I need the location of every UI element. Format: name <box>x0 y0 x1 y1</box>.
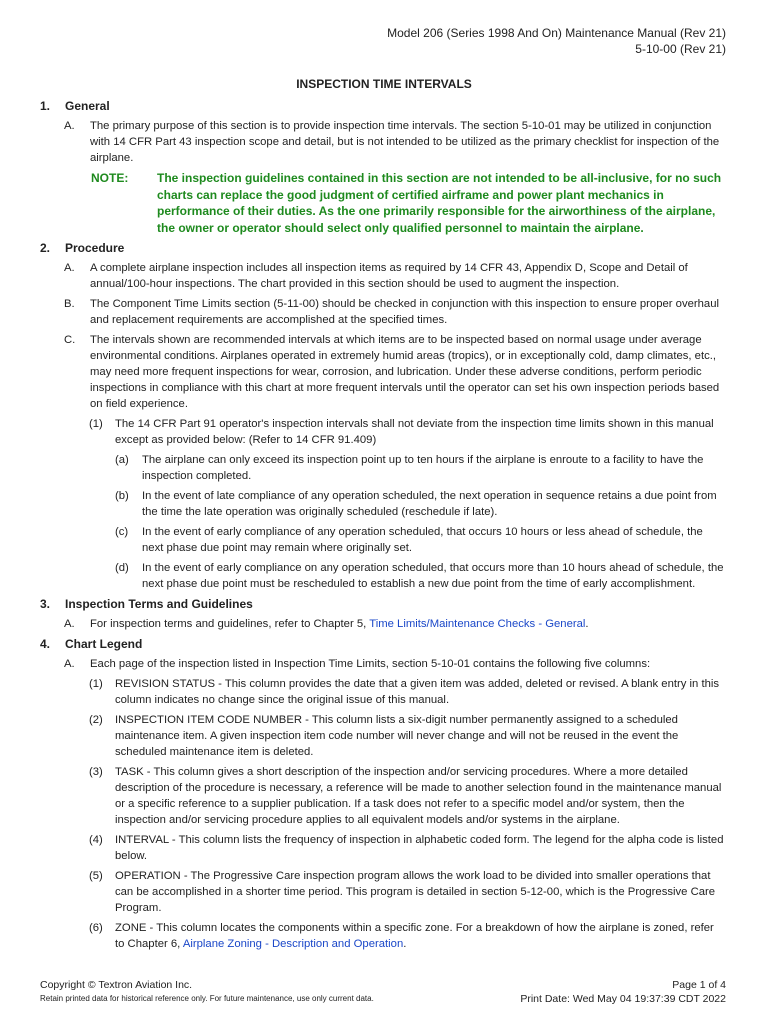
subsubparagraph: (a) The airplane can only exceed its inspection point up to ten hours if the airplane is enroute to a facility to have the inspection completed. <box>115 454 704 482</box>
section-inspection-terms-heading: 3. Inspection Terms and Guidelines <box>40 597 253 611</box>
subparagraph: (6) ZONE - This column locates the components within a specific zone. For a breakdown of how the airplane is zoned, refer to Chapter 6, Airplane Zoning - Description and Operation. <box>89 922 714 950</box>
time-limits-link[interactable]: Time Limits/Maintenance Checks - General <box>369 618 586 630</box>
paragraph: A. The primary purpose of this section is to provide inspection time intervals. The section 5-10-01 may be utilized in conjunction with 14 CFR Part 43 inspection scope and detail, but is not intended to be utilized as the primary checklist for inspection of the airplane. <box>64 120 720 164</box>
page-header <box>387 25 726 57</box>
section-chart-legend-heading: 4. Chart Legend <box>40 637 143 651</box>
airplane-zoning-link[interactable]: Airplane Zoning - Description and Operation <box>182 938 404 950</box>
document-body <box>40 96 726 956</box>
section-general-heading: 1. General <box>40 99 110 113</box>
subparagraph: (2) INSPECTION ITEM CODE NUMBER - This column lists a six-digit number permanently assigned to a scheduled maintenance item. A given inspection item code number will never change and will not be reused in the event the scheduled maintenance item is deleted. <box>89 714 679 758</box>
footer-right <box>520 978 726 1006</box>
paragraph: A. Each page of the inspection listed in Inspection Time Limits, section 5-10-01 contains the following five columns: <box>64 658 651 670</box>
subsubparagraph: (d) In the event of early compliance on any operation scheduled, that occurs more than 10 hours ahead of schedule, the next phase due point must be rescheduled to establish a new due point from the time of early accomplishment. <box>115 562 724 590</box>
page-title: INSPECTION TIME INTERVALS <box>296 77 472 91</box>
paragraph: A. A complete airplane inspection includes all inspection items as required by 14 CFR 43, Appendix D, Scope and Detail of annual/100-hour inspections. The chart provided in this section should be used to augment the inspection. <box>64 262 688 290</box>
page-number: Page 1 of 4 <box>672 979 726 991</box>
section-procedure-heading: 2. Procedure <box>40 241 125 255</box>
note-label: NOTE: <box>91 171 129 185</box>
manual-title: Model 206 (Series 1998 And On) Maintenance Manual (Rev 21) <box>387 26 726 40</box>
subparagraph: (1) REVISION STATUS - This column provides the date that a given item was added, deleted or revised. A blank entry in this column indicates no change since the original issue of this manual. <box>89 678 720 706</box>
note-callout <box>40 170 726 236</box>
print-date: Print Date: Wed May 04 19:37:39 CDT 2022 <box>520 993 726 1005</box>
paragraph: B. The Component Time Limits section (5-11-00) should be checked in conjunction with this inspection to ensure proper overhaul and replacement requirements are accomplished at the specified times. <box>64 298 719 326</box>
subparagraph: (5) OPERATION - The Progressive Care inspection program allows the work load to be divided into smaller operations that can be accomplished in a shorter time period. This program is detailed in section 5-12-00, which is the Progressive Care Program. <box>89 870 716 914</box>
subsubparagraph: (b) In the event of late compliance of any operation scheduled, the next operation in sequence retains a due point from the time the late operation was originally scheduled (reschedule if late). <box>115 490 717 518</box>
note-text: The inspection guidelines contained in this section are not intended to be all-inclusive, for no such charts can replace the good judgment of certified airframe and power plant mechanics in performance of their duties. As the one primarily responsible for the airworthiness of the airplane, the owner or operator should select only qualified personnel to maintain the airplane. <box>157 171 722 235</box>
copyright-text: Copyright © Textron Aviation Inc. <box>40 979 193 991</box>
subparagraph: (3) TASK - This column gives a short description of the inspection and/or servicing procedures. Where a more detailed description of the procedure is necessary, a reference will be made to another selection found in the maintenance manual or a specific reference to a supplier publication. If a task does not refer to a specific model and/or system, then the inspection and/or servicing procedure applies to all equivalent models and/or systems in the airplane. <box>89 766 722 826</box>
paragraph: C. The intervals shown are recommended intervals at which items are to be inspected based on normal usage under average environmental conditions. Airplanes operated in extremely humid areas (tropics), or in exceptionally cold, damp climates, etc., may need more frequent inspections for wear, corrosion, and lubrication. Under these adverse conditions, perform periodic inspections in compliance with this chart at more frequent intervals until the operator can set his own inspection periods based on field experience. <box>64 334 720 410</box>
subsubparagraph: (c) In the event of early compliance of any operation scheduled, that occurs 10 hours or less ahead of schedule, the next phase due point may remain where originally set. <box>115 526 703 554</box>
subparagraph: (1) The 14 CFR Part 91 operator's inspection intervals shall not deviate from the inspection time limits shown in this manual except as provided below: (Refer to 14 CFR 91.409) <box>89 418 714 446</box>
section-revision: 5-10-00 (Rev 21) <box>635 42 726 56</box>
footer-left <box>40 978 374 1006</box>
subparagraph: (4) INTERVAL - This column lists the frequency of inspection in alphabetic coded form. The legend for the alpha code is listed below. <box>89 834 724 862</box>
retain-notice: Retain printed data for historical reference only. For future maintenance, use only current data. <box>40 994 374 1003</box>
paragraph: A. For inspection terms and guidelines, refer to Chapter 5, Time Limits/Maintenance Checks - General. <box>64 618 589 630</box>
